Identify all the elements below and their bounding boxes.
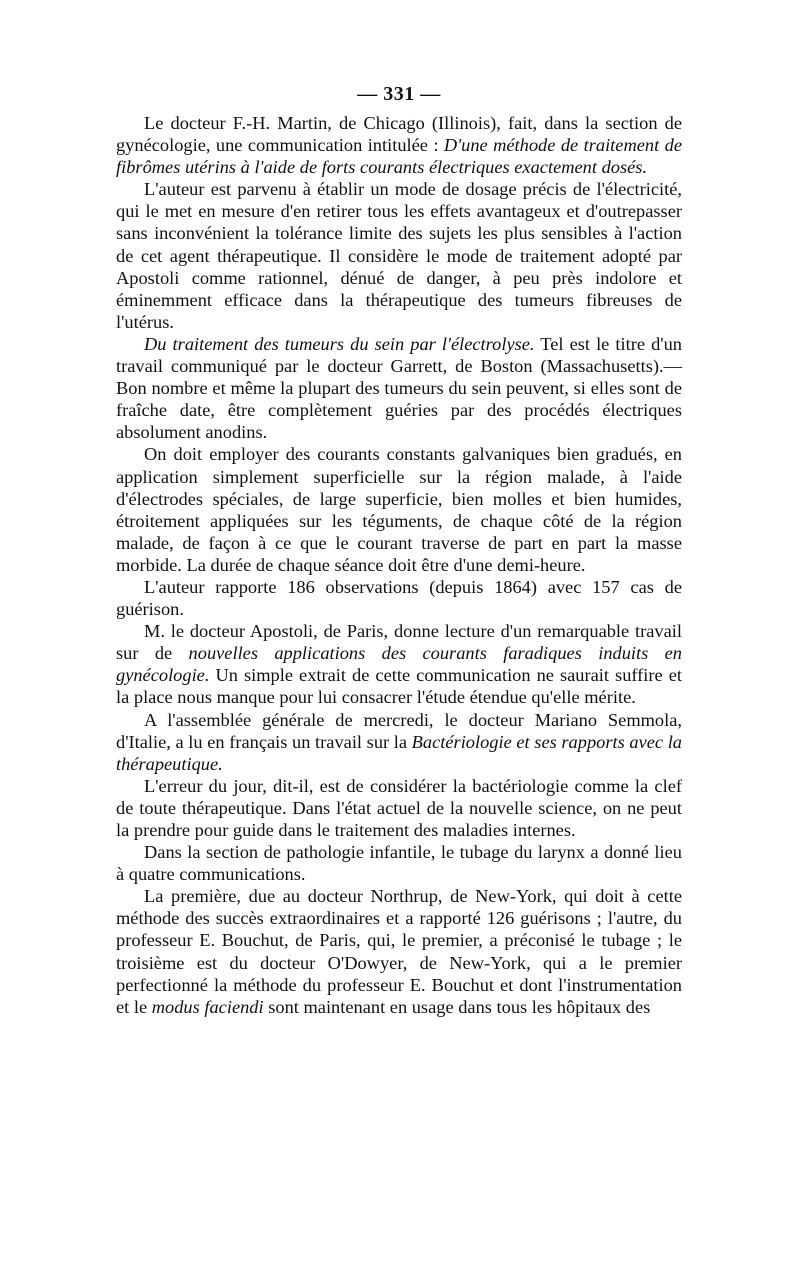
text-run: A l'assemblée générale de mercredi, le docteur Mariano Semmola, d'Italie, a lu en français un travail sur la bbox=[116, 709, 682, 752]
text-run: Dans la section de pathologie infantile, le tubage du larynx a donné lieu à quatre communications. bbox=[116, 842, 682, 885]
text-run: M. le docteur Apostoli, de Paris, donne lecture d'un remarquable travail sur de bbox=[116, 621, 682, 664]
paragraph bbox=[116, 885, 682, 1018]
text-run: La première, due au docteur Northrup, de New-York, qui doit à cette méthode des succès extraordinaires et a rapporté 126 guérisons ; l'autre, du professeur E. Bouchut, de Paris, qui, le premier, a préconisé le tubage ; le troisième est du docteur O'Dowyer, de New-York, qui a le premier perfectionné la méthode du professeur E. Bouchut et dont l'instrumentation et le bbox=[116, 886, 682, 1017]
text-run: L'erreur du jour, dit-il, est de considérer la bactériologie comme la clef de toute thérapeutique. Dans l'état actuel de la nouvelle science, on ne peut la prendre pour guide dans le traitement des maladies internes. bbox=[116, 775, 682, 840]
paragraph bbox=[116, 443, 682, 576]
paragraph bbox=[116, 775, 682, 841]
text-run: L'auteur est parvenu à établir un mode de dosage précis de l'électricité, qui le met en mesure d'en retirer tous les effets avantageux et d'outrepasser sans inconvénient la tolérance limite des sujets les plus sensibles à l'action de cet agent thérapeutique. Il considère le mode de traitement adopté par Apostoli comme rationnel, dénué de danger, à peu près indolore et éminemment efficace dans la thérapeutique des tumeurs fibreuses de l'utérus. bbox=[116, 179, 682, 332]
paragraph bbox=[116, 576, 682, 620]
paragraph bbox=[116, 841, 682, 885]
italic-text: modus faciendi bbox=[151, 996, 264, 1017]
paragraph bbox=[116, 112, 682, 178]
paragraph bbox=[116, 709, 682, 775]
text-run: Tel est le titre d'un travail communiqué par le docteur Garrett, de Boston (Massachusetts).— Bon nombre et même la plupart des tumeurs du sein peuvent, si elles sont de fraîche date, être complètement guéries par des procédés électriques absolument anodins. bbox=[116, 333, 683, 443]
italic-text: D'une méthode de traitement de fibrômes utérins à l'aide de forts courants électriques exactement dosés. bbox=[116, 135, 682, 178]
italic-text: Bactériologie et ses rapports avec la thérapeutique. bbox=[116, 731, 683, 774]
book-page bbox=[116, 82, 682, 1018]
paragraph bbox=[116, 333, 682, 443]
paragraph bbox=[116, 620, 682, 708]
text-run: Un simple extrait de cette communication ne saurait suffire et la place nous manque pour lui consacrer l'étude étendue qu'elle mérite. bbox=[116, 665, 682, 708]
text-run: sont maintenant en usage dans tous les hôpitaux des bbox=[263, 996, 651, 1017]
body-text bbox=[116, 112, 682, 1018]
paragraph bbox=[116, 178, 682, 333]
text-run: On doit employer des courants constants galvaniques bien gradués, en application simplement superficielle sur la région malade, à l'aide d'électrodes spéciales, de large superficie, bien molles et bien humides, étroitement appliquées sur les téguments, de chaque côté de la région malade, de façon à ce que le courant traverse de part en part la masse morbide. La durée de chaque séance doit être d'une demi-heure. bbox=[116, 444, 682, 575]
italic-text: Du traitement des tumeurs du sein par l'électrolyse. bbox=[144, 333, 535, 354]
italic-text: nouvelles applications des courants faradiques induits en gynécologie. bbox=[116, 643, 683, 686]
text-run: Le docteur F.-H. Martin, de Chicago (Illinois), fait, dans la section de gynécologie, une communication intitulée : bbox=[116, 113, 682, 156]
page-number: — 331 — bbox=[357, 83, 441, 105]
text-run: L'auteur rapporte 186 observations (depuis 1864) avec 157 cas de guérison. bbox=[116, 576, 682, 620]
